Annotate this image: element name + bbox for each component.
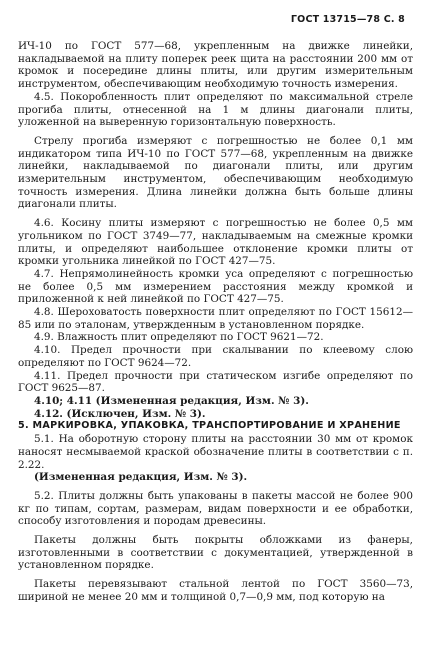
paragraph-4-7: 4.7. Непрямолинейность кромки уса определяют с погрешностью не более 0,5 мм измерением расстояния между кромкой и приложенной к ней линейкой по ГОСТ 427—75.	[18, 267, 413, 306]
paragraph-5-1: 5.1. На оборотную сторону плиты на расстоянии 30 мм от кромок наносят несмываемой краской обозначение плиты в соответствии с п. 2.22.	[18, 433, 413, 471]
paragraph-deflection-measure: Стрелу прогиба измеряют с погрешностью не более 0,1 мм индикатором типа ИЧ-10 по ГОСТ 577—68, укрепленным на движке линейки, накладываемой по диагонали плиты, или другим измерительным инструментом, обеспечивающим необходимую точность измерения. Длина линейки должна быть больше длины диагонали плиты.	[18, 134, 413, 211]
paragraph-4-10: 4.10. Предел прочности при скалывании по клеевому слою определяют по ГОСТ 9624—72.	[18, 344, 413, 369]
amendment-note-5-1: (Измененная редакция, Изм. № 3).	[34, 471, 248, 484]
paragraph-4-8: 4.8. Шероховатость поверхности плит определяют по ГОСТ 15612—85 или по эталонам, утвержденным в установленном порядке.	[18, 306, 413, 331]
document-body	[18, 40, 413, 604]
paragraph-4-9: 4.9. Влажность плит определяют по ГОСТ 9621—72.	[34, 331, 324, 344]
paragraph-continuation: ИЧ-10 по ГОСТ 577—68, укрепленным на движке линейки, накладываемой на плиту поперек реек щита на расстоянии 200 мм от кромок и посередине длины плиты, или другим измерительным инструментом, обеспечивающим необходимую точность измерения.	[18, 40, 413, 91]
paragraph-package-covers: Пакеты должны быть покрыты обложками из фанеры, изготовленными в соответствии с документацией, утвержденной в установленном порядке.	[18, 534, 413, 572]
page-header: ГОСТ 13715—78 С. 8	[290, 14, 405, 25]
paragraph-4-6: 4.6. Косину плиты измеряют с погрешностью не более 0,5 мм угольником по ГОСТ 3749—77, накладываемым на смежные кромки плиты, и определяют наибольшее отклонение кромки плиты от кромки угольника линейкой по ГОСТ 427—75.	[18, 217, 413, 268]
paragraph-5-2: 5.2. Плиты должны быть упакованы в пакеты массой не более 900 кг по типам, сортам, размерам, видам поверхности и ее обработки, способу изготовления и породам древесины.	[18, 489, 413, 528]
paragraph-4-11: 4.11. Предел прочности при статическом изгибе определяют по ГОСТ 9625—87.	[18, 369, 413, 395]
section-heading: 5. МАРКИРОВКА, УПАКОВКА, ТРАНСПОРТИРОВАНИЕ И ХРАНЕНИЕ	[18, 420, 401, 432]
paragraph-package-strapping: Пакеты перевязывают стальной лентой по ГОСТ 3560—73, шириной не менее 20 мм и толщиной 0,7—0,9 мм, под которую на	[18, 578, 413, 603]
amendment-note-4-10-4-11: 4.10; 4.11 (Измененная редакция, Изм. № 3).	[34, 394, 309, 407]
paragraph-4-12-excluded: 4.12. (Исключен, Изм. № 3).	[34, 407, 206, 420]
paragraph-4-5: 4.5. Покоробленность плит определяют по максимальной стреле прогиба плиты, отнесенной на 1 м длины диагонали плиты, уложенной на выверенную горизонтальную поверхность.	[18, 90, 413, 129]
